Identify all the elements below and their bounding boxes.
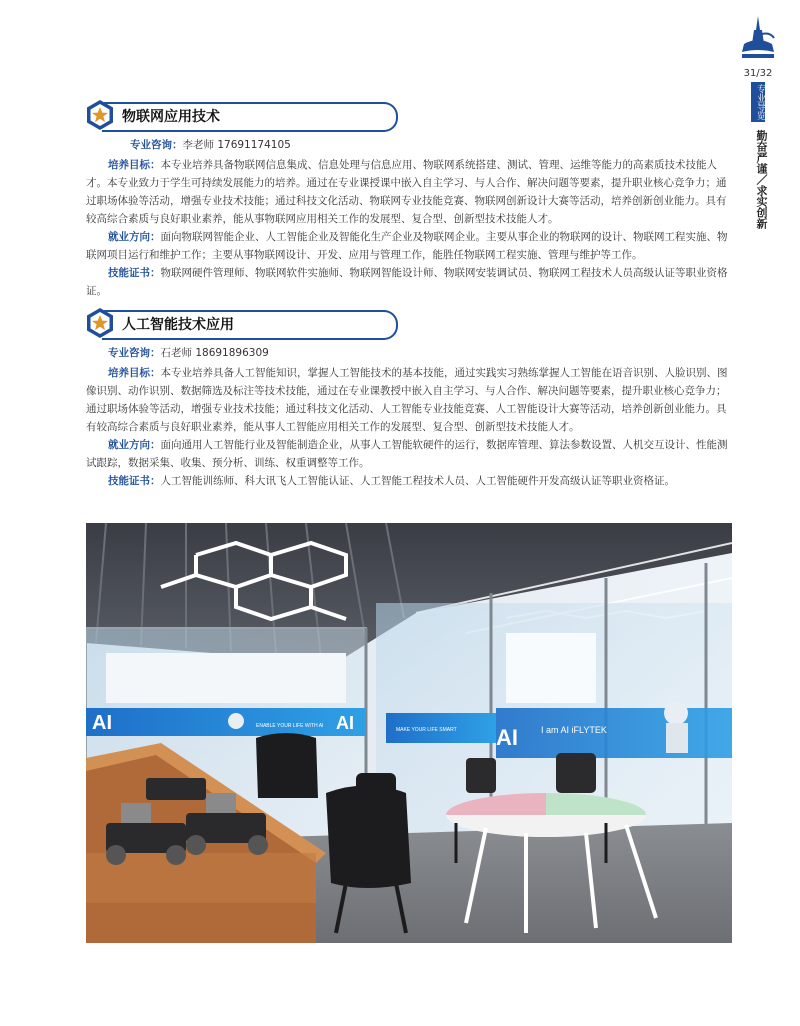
guide-badge: 专业导览 xyxy=(751,82,765,122)
career-text: 面向物联网智能企业、人工智能企业及智能化生产企业及物联网企业。主要从事企业的物联网的设计、物联网工程实施、物联网项目运行和维护工作；主要从事物联网设计、开发、应用与管理工作，能胜任物联网工程实施、管理与维护等工作。 xyxy=(86,231,728,261)
cert-text: 人工智能训练师、科大讯飞人工智能认证、人工智能工程技术人员、人工智能硬件开发高级认证等职业资格证。 xyxy=(160,475,675,487)
goal-label: 培养目标： xyxy=(108,159,161,171)
page-number: 31/32 xyxy=(743,68,773,79)
star-badge-icon xyxy=(84,99,116,131)
cert-label: 技能证书： xyxy=(108,267,161,279)
banner-ai-text: AI xyxy=(496,725,518,750)
section-header-ai xyxy=(84,308,400,338)
career-paragraph xyxy=(86,228,736,264)
banner-iflytek-text: I am AI iFLYTEK xyxy=(541,725,607,735)
career-text: 面向通用人工智能行业及智能制造企业，从事人工智能软硬件的运行，数据库管理、算法参数设置、人机交互设计、性能测试跟踪，数据采集、收集、预分析、训练、权重调整等工作。 xyxy=(86,439,728,469)
goal-paragraph xyxy=(86,156,736,228)
cert-paragraph xyxy=(86,472,736,490)
cert-label: 技能证书： xyxy=(108,475,161,487)
career-label: 就业方向： xyxy=(108,439,161,451)
contact-line xyxy=(86,344,736,362)
motto-text: 勤奋严谨／求实创新 xyxy=(755,130,768,229)
goal-label: 培养目标： xyxy=(108,367,161,379)
contact-label: 专业咨询： xyxy=(108,347,161,359)
contact-line xyxy=(86,136,736,154)
goal-text: 本专业培养具备物联网信息集成、信息处理与信息应用、物联网系统搭建、测试、管理、运维等能力的高素质技术技能人才。本专业致力于学生可持续发展能力的培养。通过在专业课授课中嵌入自主学习、与人合作、解决问题等要素，提升职业核心竞争力；通过职场体验等活动，增强专业技术技能；通过科技文化活动、物联网专业技能竞赛、物联网创新设计大赛等活动，培养创新创业能力。具有较高综合素质与良好职业素养，能从事物联网应用相关工作的发展型、复合型、创新型技术技能人才。 xyxy=(86,159,727,225)
college-logo-icon xyxy=(740,14,776,66)
star-badge-icon xyxy=(84,307,116,339)
ai-lab-photo xyxy=(86,523,732,943)
section-header-iot xyxy=(84,100,400,130)
cert-paragraph xyxy=(86,264,736,300)
contact-label: 专业咨询： xyxy=(130,139,183,151)
career-label: 就业方向： xyxy=(108,231,161,243)
goal-text: 本专业培养具备人工智能知识，掌握人工智能技术的基本技能，通过实践实习熟练掌握人工智能在语音识别、人脸识别、图像识别、动作识别、数据筛选及标注等技术技能，通过在专业课教授中嵌入自主学习、与人合作、解决问题等要素，提升职业核心竞争力；通过职场体验等活动，增强专业技术技能；通过科技文化活动、人工智能专业技能竞赛、人工智能设计大赛等活动，培养创新创业能力。具有较高综合素质与良好职业素养，能从事人工智能应用相关工作的发展型、复合型、创新型技术技能人才。 xyxy=(86,367,728,433)
section-title: 人工智能技术应用 xyxy=(122,317,234,333)
career-paragraph xyxy=(86,436,736,472)
cert-text: 物联网硬件管理师、物联网软件实施师、物联网智能设计师、物联网安装调试员、物联网工程技术人员高级认证等职业资格证。 xyxy=(86,267,728,297)
goal-paragraph xyxy=(86,364,736,436)
contact-value: 石老师 18691896309 xyxy=(160,347,269,359)
banner-small-text: MAKE YOUR LIFE SMART xyxy=(396,727,457,733)
contact-value: 李老师 17691174105 xyxy=(182,139,291,151)
section-title: 物联网应用技术 xyxy=(122,109,220,125)
banner-small-text: ENABLE YOUR LIFE WITH AI xyxy=(256,723,324,729)
banner-ai-text: AI xyxy=(336,713,354,733)
banner-ai-text: AI xyxy=(92,712,112,734)
